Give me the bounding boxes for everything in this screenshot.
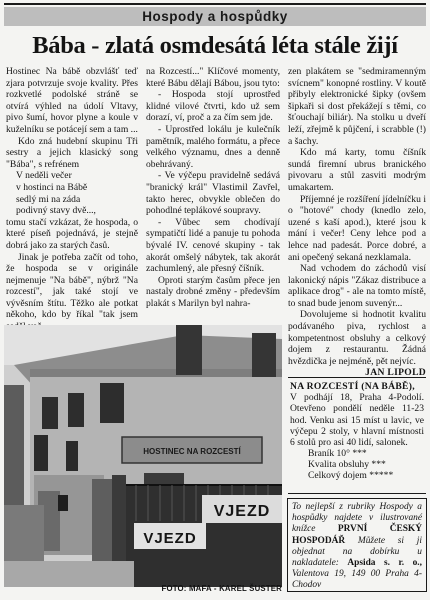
- song-lyric-line: V neděli večer: [16, 170, 72, 182]
- pub-photo: [4, 325, 282, 587]
- bullet-paragraph: - Hospoda stojí uprostřed klidné vilové čtvrti, kdo už sem dorazí, ví, proč a za čím sem jde.: [146, 89, 280, 124]
- song-lyric-line: sedlý mi na záda: [16, 193, 81, 205]
- article-column-3: [288, 66, 426, 379]
- overall-rating: Celkový dojem *****: [308, 470, 394, 482]
- paragraph: tomu stačí vzkázat, že hospoda, o které píseň pojednává, je stejně dobrá jako za starých časů.: [6, 216, 138, 251]
- bullet-paragraph: - Uprostřed lokálu je kulečník pamětník, malého formátu, a přece velkého významu, dnes a denně obehrávaný.: [146, 123, 280, 170]
- service-rating: Kvalita obsluhy ***: [308, 459, 386, 471]
- book-promo-box: [287, 498, 427, 592]
- paragraph: Jinak je potřeba začít od toho, že hospoda se v originále nejmenuje "Na bábě", nýbrž "Na rozcestí", jak také stojí ve vývěsním štítu. Těžko ale potkat někoho, kdo by říkal "tak jsem: [6, 251, 138, 321]
- song-lyric-line: podivný stavy dvě...,: [16, 205, 96, 217]
- paragraph: Kdo zná hudební skupinu Tři sestry a jejich klasický song "Bába", s refrénem: [6, 135, 138, 170]
- paragraph: na Rozcestí..." Klíčové momenty, které Bábu dělají Bábou, jsou tyto:: [146, 66, 280, 89]
- publisher-address: Valentova 19, 149 00 Praha 4-Chodov: [292, 569, 422, 591]
- pub-sign-text: HOSTINEC NA ROZCESTÍ: [143, 447, 241, 456]
- paragraph: Dovolujeme si hodnotit kvalitu podávaného piva, rychlost a kompetentnost obsluhy a celkový dojem z restaurantu. Žádná hvězdička je nejméně, pět nejvíc.: [288, 309, 426, 367]
- paragraph: Oproti starým časům přece jen nastaly drobné změny - především plakát s Marilyn byl nahra-: [146, 274, 280, 309]
- section-banner: Hospody a hospůdky: [4, 7, 426, 26]
- gate-sign-left: VJEZD: [143, 530, 197, 547]
- paragraph: zen plakátem se "sedmiramenným svícnem" konopné rostliny. V koutě přibyly elektronické šipky (ovšem šipkaři si dost překážejí s těmi, co šťouchají biliár). Na stolku u dveří leží, zřejmě k půjčení, i scrabble (!) a šachy.: [288, 66, 426, 147]
- paragraph: Nad vchodem do záchodů visí lakonický nápis "Zákaz distribuce a aplikace drog" - ale na tomto místě, to snad bude jenom suvenýr...: [288, 263, 426, 309]
- paragraph: Příjemné je rozšíření jídelníčku i o "hotové" chody (knedlo zelo, uzené s kaší apod.), které jsou k mání i večer! Ceny lehce pod a lehce nad padesát. Porce dobré, a ani opečený sekaná nezklamala.: [288, 193, 426, 263]
- article-column-1: [6, 66, 138, 328]
- article-column-2: [146, 66, 280, 328]
- pub-details: V podhájí 18, Praha 4-Podolí. Otevřeno pondělí neděle 11-23 hod. Venku asi 15 míst u lavic, ve výčepu 2 stoly, v hlavní místnosti 6 stolů pro asi 40 lidí, salonek.: [290, 392, 424, 449]
- song-lyric-line: v hostinci na Bábě: [16, 181, 88, 193]
- publisher-name: Apsida s. r. o.,: [347, 558, 422, 569]
- bullet-paragraph: - Ve výčepu pravidelně sedává "branický král" Vlastimil Zavřel, takto herec, obvykle oblečen do pohodlné teplákové soupravy.: [146, 170, 280, 217]
- photo-credit: FOTO: MAFA - KAREL ŠUSTER: [161, 584, 282, 593]
- book-title: PRVNÍ ČESKÝ HOSPODÁŘ: [292, 524, 422, 546]
- pub-info-box: [288, 377, 426, 494]
- pub-building-illustration: [4, 325, 282, 587]
- promo-text: To nejlepší z rubriky Hospody a hospůdky najdete v ilustrované knížce: [292, 502, 422, 535]
- author-signature: JAN LIPOLD: [365, 367, 426, 379]
- beer-rating: Braník 10° ***: [308, 448, 367, 460]
- pub-name: NA ROZCESTÍ (NA BÁBĚ),: [290, 381, 415, 392]
- promo-order-text: Můžete si ji objednat na dobírku u nakladatele:: [292, 535, 422, 569]
- gate-sign-right: VJEZD: [213, 503, 271, 520]
- top-rule: [4, 3, 426, 5]
- paragraph: Hostinec Na bábě obzvlášť teď zjara potvrzuje svoje kvality. Přes rozkvetlé podolské stráně se otvírá výhled na údolí Vltavy, pivo šumí, hovor plyne a koule v kuželníku se potácejí sem a tam ...: [6, 66, 138, 135]
- bullet-paragraph: - Vůbec sem chodívají sympatičtí lidé a panuje tu pohoda bývalé IV. cenové skupiny - tak akorát omšelý nábytek, tak akorát zachumlený, ale přesný číšník.: [146, 216, 280, 275]
- headline: Bába - zlatá osmdesátá léta stále žijí: [32, 32, 398, 59]
- paragraph: Kdo má karty, tomu číšník sundá firemní ubrus branického pivovaru a stůl zasviti modrým umakartem.: [288, 147, 426, 193]
